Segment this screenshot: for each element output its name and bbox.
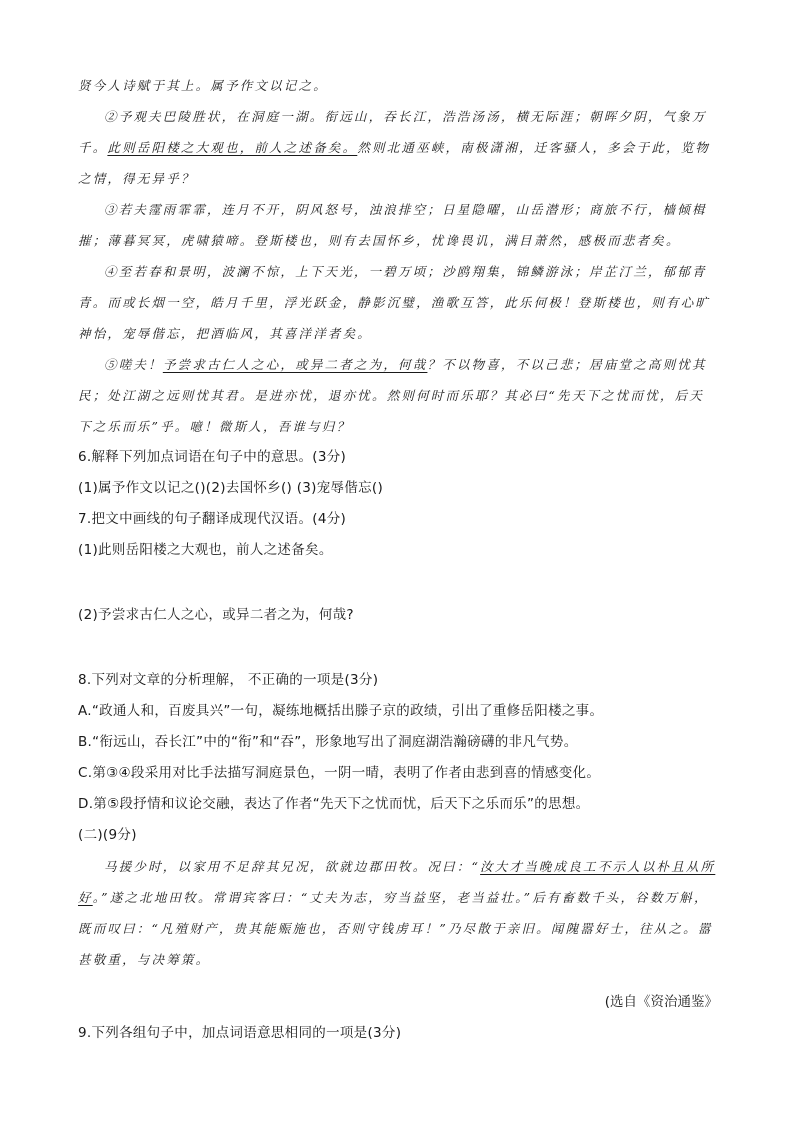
question-8-option-b: B.“衔远山，吞长江”中的“衔”和“吞”，形象地写出了洞庭湖浩瀚磅礴的非凡气势。 — [78, 734, 578, 750]
passage-text: ？不以物喜，不以己悲；居庙堂之高则忧其民；处江湖之远则忧其君。是进亦忧，退亦忧。然则何时而乐耶？其必曰“先天下之忧而忧，后天下之乐而乐”乎。噫！微斯人，吾谁与归？ — [78, 357, 707, 434]
passage-text: 贤今人诗赋于其上。属予作文以记之。 — [78, 78, 328, 93]
passage-paragraph-2 — [78, 101, 718, 194]
passage-text: 。”遂之北地田牧。常谓宾客曰：“丈夫为志，穷当益坚，老当益壮。”后有畜数千头，谷数万斛，既而叹曰：“凡殖财产，贵其能赈施也，否则守钱虏耳！”乃尽散于亲旧。闻隗嚣好士，往从之。嚣甚敬重，与决筹策。 — [78, 890, 713, 967]
answer-space — [78, 566, 718, 600]
question-6-items: (1)属予作文以记之()(2)去国怀乡() (3)宠辱偕忘() — [78, 480, 384, 496]
passage-text: ②予观夫巴陵胜状，在洞庭一湖。衔远山，吞长江，浩浩汤汤，横无际涯；朝晖夕阴，气象万千。 — [78, 109, 707, 155]
answer-space — [78, 631, 718, 665]
passage-text: ⑤嗟夫！ — [104, 357, 163, 372]
question-7-part-2: (2)予尝求古仁人之心，或异二者之为，何哉? — [78, 607, 354, 623]
passage-line-continued — [78, 70, 718, 101]
question-8-option-d: D.第⑤段抒情和议论交融，表达了作者“先天下之忧而忧，后天下之乐而乐”的思想。 — [78, 796, 590, 812]
question-9: 9.下列各组句子中，加点词语意思相同的一项是(3分) — [78, 1025, 402, 1041]
spacer — [78, 975, 718, 987]
document-content — [78, 70, 718, 1049]
underlined-sentence: 予尝求古仁人之心，或异二者之为，何哉 — [162, 357, 428, 372]
passage-text: 然则北通巫峡，南极潇湘，迁客骚人，多会于此，览物之情，得无异乎？ — [78, 140, 711, 186]
passage-2-text — [78, 851, 718, 975]
passage-paragraph-5 — [78, 349, 718, 442]
passage-paragraph-4: ④至若春和景明，波澜不惊，上下天光，一碧万顷；沙鸥翔集，锦鳞游泳；岸芷汀兰，郁郁青青。而或长烟一空，皓月千里，浮光跃金，静影沉璧，渔歌互答，此乐何极！登斯楼也，则有心旷神怡，宠辱偕忘，把酒临风，其喜洋洋者矣。 — [78, 264, 711, 341]
passage-paragraph-3: ③若夫霪雨霏霏，连月不开，阴风怒号，浊浪排空；日星隐曜，山岳潜形；商旅不行，樯倾楫摧；薄暮冥冥，虎啸猿啼。登斯楼也，则有去国怀乡，忧谗畏讥，满目萧然，感极而悲者矣。 — [78, 202, 707, 248]
section-2-heading: (二)(9分) — [78, 827, 137, 843]
source-citation: (选自《资治通鉴》 — [604, 994, 718, 1010]
question-8: 8.下列对文章的分析理解， 不正确的一项是(3分) — [78, 672, 379, 688]
question-6: 6.解释下列加点词语在句子中的意思。(3分) — [78, 449, 347, 465]
question-8-option-c: C.第③④段采用对比手法描写洞庭景色，一阴一晴，表明了作者由悲到喜的情感变化。 — [78, 765, 601, 781]
question-8-option-a: A.“政通人和，百废具兴”一句，凝练地概括出滕子京的政绩，引出了重修岳阳楼之事。 — [78, 703, 604, 719]
question-7: 7.把文中画线的句子翻译成现代汉语。(4分) — [78, 511, 347, 527]
passage-text: 马援少时，以家用不足辞其兄况，欲就边郡田牧。况曰：“ — [104, 859, 481, 874]
underlined-sentence: 此则岳阳楼之大观也，前人之述备矣。 — [107, 140, 358, 155]
question-7-part-1: (1)此则岳阳楼之大观也，前人之述备矣。 — [78, 542, 333, 558]
underlined-sentence: 汝大才当晚成良工不示人以朴且从所好 — [78, 859, 716, 905]
